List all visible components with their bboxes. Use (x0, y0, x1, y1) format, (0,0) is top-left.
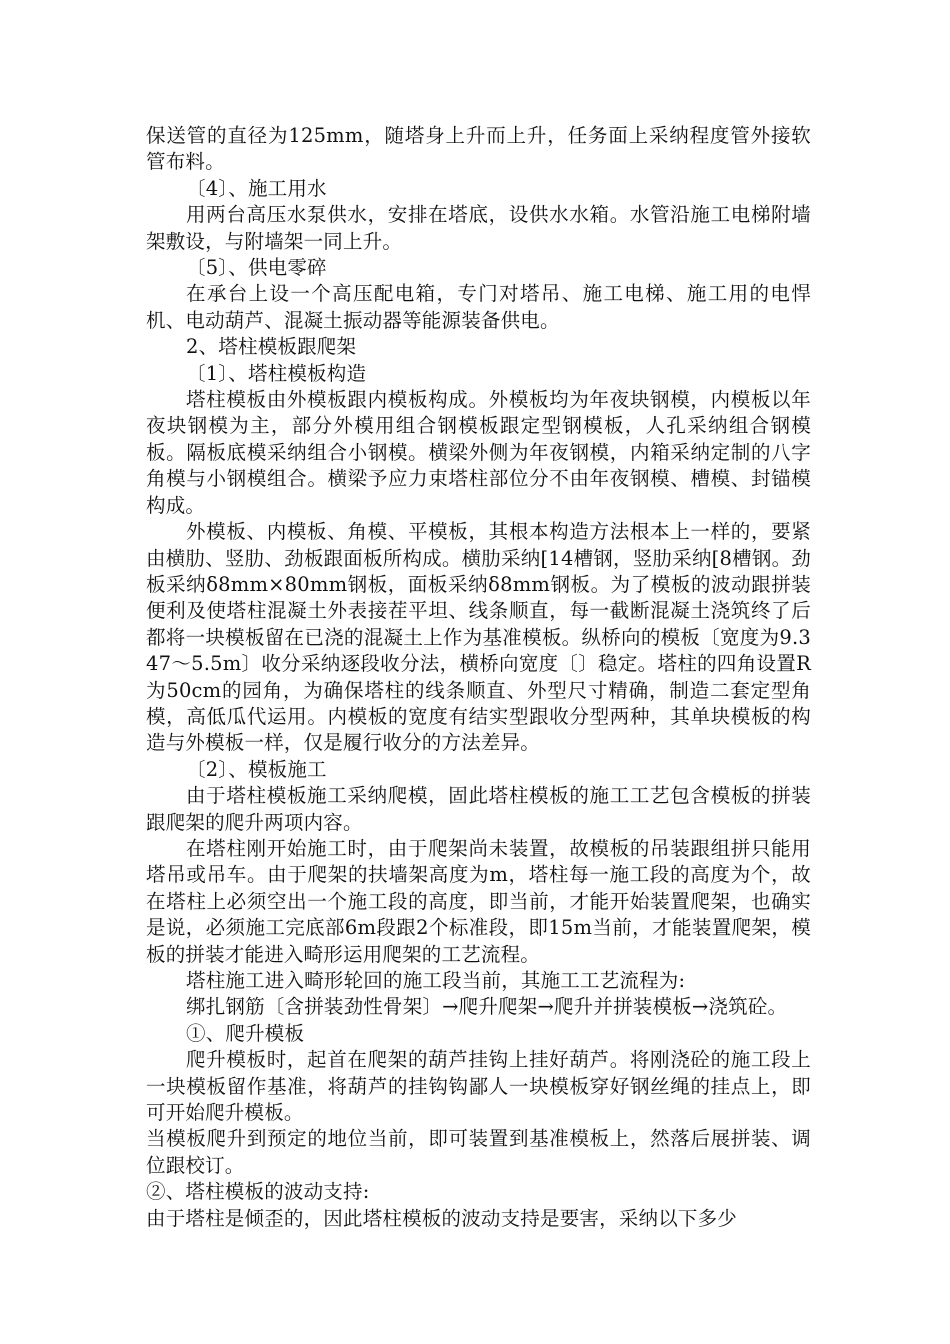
paragraph-formwork-composition: 塔柱模板由外模板跟内模板构成。外模板均为年夜块钢模，内模板以年夜块钢模为主，部分外模用组合钢模板跟定型钢模板，人孔采纳组合钢模板。隔板底模采纳组合小钢模。横梁外侧为年夜钢模，内箱采纳定制的八字角模与小钢模组合。横梁予应力束塔柱部位分不由年夜钢模、槽模、封锚模构成。 (146, 388, 811, 517)
paragraph-concrete-pipe: 保送管的直径为125mm，随塔身上升而上升，任务面上采纳程度管外接软管布料。 (146, 124, 811, 174)
heading-construction-water: 〔4〕、施工用水 (186, 176, 327, 200)
heading-formwork-construction: 〔2〕、模板施工 (186, 757, 327, 781)
heading-power-supply: 〔5〕、供电零碎 (186, 256, 327, 280)
document-body (146, 123, 811, 1232)
paragraph-formwork-details: 外模板、内模板、角模、平模板，其根本构造方法根本上一样的，要紧由横肋、竖肋、劲板跟面板所构成。横肋采纳[14槽钢，竖肋采纳[8槽钢。劲板采纳δ8mm×80mm钢板，面板采纳δ8mm钢板。为了模板的波动跟拼装便利及使塔柱混凝土外表接茬平坦、线条顺直，每一截断混凝土浇筑终了后都将一块模板留在已浇的混凝土上作为基准模板。纵桥向的模板〔宽度为9.347～5.5m〕收分采纳逐段收分法，横桥向宽度〔〕稳定。塔柱的四角设置R为50cm的园角，为确保塔柱的线条顺直、外型尺寸精确，制造二套定型角模，高低瓜代运用。内模板的宽度有结实型跟收分型两种，其单块模板的构造与外模板一样，仅是履行收分的方法差异。 (146, 520, 811, 755)
paragraph-water-supply: 用两台高压水泵供水，安排在塔底，设供水水箱。水管沿施工电梯附墙架敷设，与附墙架一同上升。 (146, 203, 811, 253)
paragraph-initial-construction: 在塔柱刚开始施工时，由于爬架尚未装置，故模板的吊装跟组拼只能用塔吊或吊车。由于爬架的扶墙架高度为m，塔柱每一施工段的高度为个，故在塔柱上必须空出一个施工段的高度，即当前，才能开始装置爬架，也确实是说，必须施工完底部6m段跟2个标准段，即15m当前，才能装置爬架，模板的拼装才能进入畸形运用爬架的工艺流程。 (146, 836, 811, 966)
paragraph-climbing-procedure: 爬升模板时，起首在爬架的葫芦挂钩上挂好葫芦。将刚浇砼的施工段上一块模板留作基准，将葫芦的挂钩钩鄙人一块模板穿好钢丝绳的挂点上，即可开始爬升模板。 (146, 1048, 811, 1125)
paragraph-process-flow: 绑扎钢筋〔含拼装劲性骨架〕→爬升爬架→爬升并拼装模板→浇筑砼。 (186, 995, 788, 1019)
paragraph-normal-cycle: 塔柱施工进入畸形轮回的施工段当前，其施工工艺流程为: (186, 969, 686, 992)
heading-formwork-support: ②、塔柱模板的波动支持: (146, 1180, 370, 1204)
paragraph-power-supply: 在承台上设一个高压配电箱，专门对塔吊、施工电梯、施工用的电悍机、电动葫芦、混凝土振动器等能源装备供电。 (146, 282, 811, 332)
paragraph-support-intro: 由于塔柱是倾歪的，因此塔柱模板的波动支持是要害，采纳以下多少 (146, 1206, 738, 1230)
heading-formwork-climbing: 2、塔柱模板跟爬架 (186, 335, 357, 359)
heading-formwork-structure: 〔1〕、塔柱模板构造 (186, 361, 367, 385)
heading-climbing-formwork: ①、爬升模板 (186, 1021, 305, 1045)
paragraph-climbing-formwork: 由于塔柱模板施工采纳爬模，固此塔柱模板的施工工艺包含模板的拼装跟爬架的爬升两项内容。 (146, 784, 811, 834)
paragraph-installation: 当模板爬升到预定的地位当前，即可装置到基准模板上，然落后展拼装、调位跟校订。 (146, 1127, 811, 1177)
